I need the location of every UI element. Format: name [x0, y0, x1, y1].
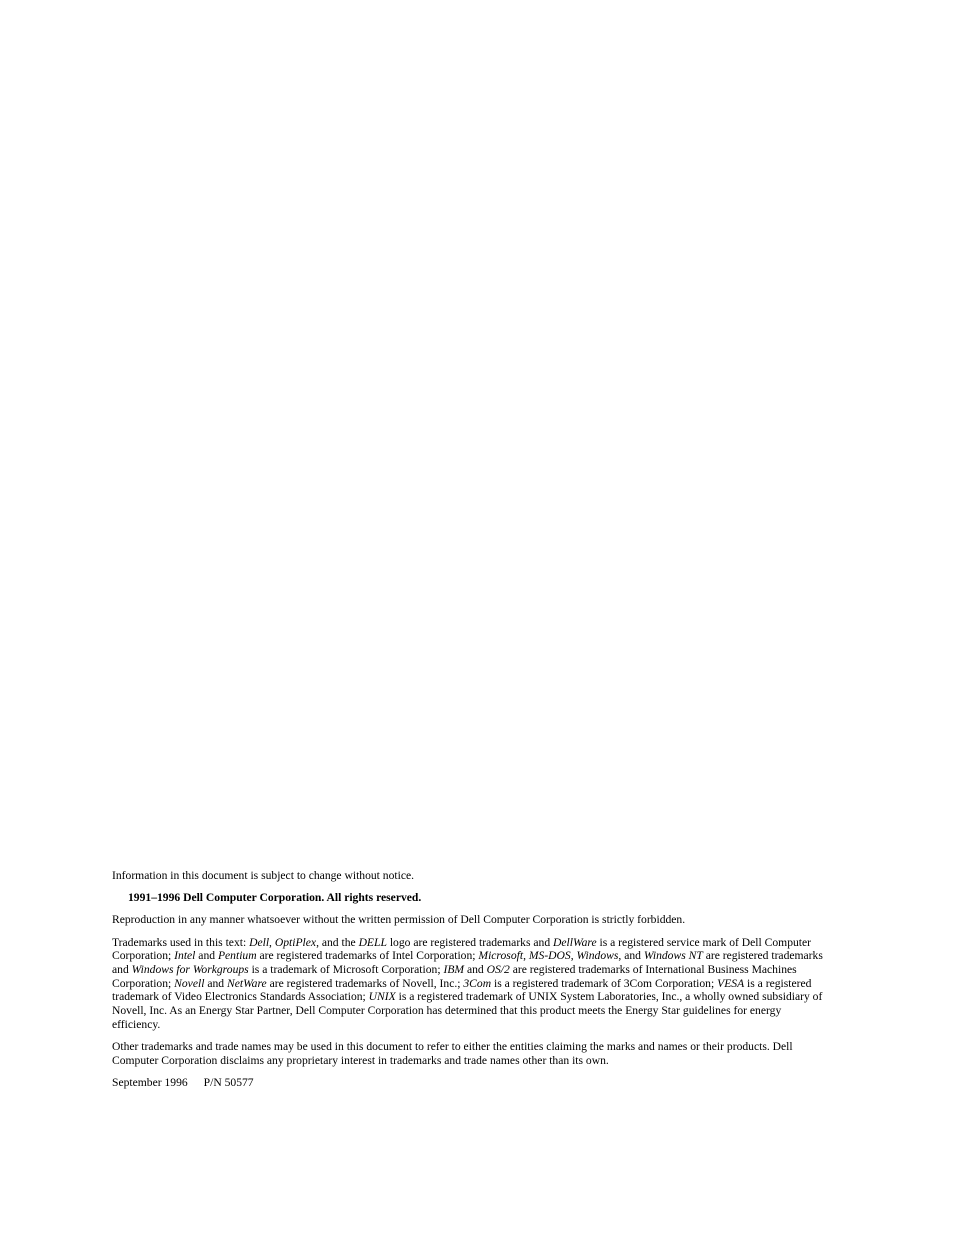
trademark-name: IBM: [443, 963, 465, 977]
trademark-text: and: [204, 976, 227, 990]
part-number: P/N 50577: [203, 1075, 254, 1089]
trademark-name: Dell: [249, 935, 270, 949]
trademark-text: logo are registered trademarks and: [386, 935, 554, 949]
trademark-name: Microsoft: [478, 949, 524, 963]
trademark-name: Intel: [174, 949, 196, 963]
trademark-text: are registered trademarks and: [112, 949, 823, 977]
trademark-name: 3Com: [463, 976, 492, 990]
trademark-text: ,: [269, 935, 275, 949]
trademark-name: Windows NT: [643, 949, 703, 963]
trademark-text: is a registered trademark of Video Electronics Standards Association;: [112, 976, 812, 1004]
trademark-name: DellWare: [553, 935, 597, 949]
trademark-text: , and: [618, 949, 644, 963]
trademark-name: Pentium: [217, 949, 257, 963]
trademark-name: OS/2: [486, 963, 510, 977]
legal-notice-block: [112, 869, 828, 1098]
trademark-text: ,: [570, 949, 577, 963]
change-notice: Information in this document is subject to change without notice.: [112, 869, 415, 882]
trademark-text: are registered trademarks of Intel Corporation;: [256, 949, 479, 963]
trademark-text: , and the: [316, 935, 359, 949]
trademark-name: Novell: [174, 976, 205, 990]
trademark-text: are registered trademarks of Novell, Inc.;: [266, 976, 464, 990]
trademark-name: VESA: [717, 976, 745, 990]
trademark-text: are registered trademarks of International Business Machines Corporation;: [112, 963, 797, 990]
trademark-name: Windows: [576, 949, 619, 963]
publication-footer: [112, 1076, 828, 1090]
trademark-text: ,: [523, 949, 529, 963]
trademark-text: is a trademark of Microsoft Corporation;: [248, 963, 444, 977]
trademark-text: is a registered service mark of Dell Computer Corporation;: [112, 935, 812, 963]
trademark-text: is a registered trademark of 3Com Corporation;: [491, 976, 718, 990]
copyright-line: 1991–1996 Dell Computer Corporation. All rights reserved.: [128, 891, 422, 905]
publication-date: September 1996: [112, 1075, 188, 1089]
trademark-name: MS-DOS: [528, 949, 571, 963]
trademark-name: OptiPlex: [274, 935, 317, 949]
trademark-name: UNIX: [368, 990, 396, 1004]
trademark-paragraph: [112, 936, 828, 1032]
other-trademarks-notice: Other trademarks and trade names may be used in this document to refer to either the entities claiming the marks and names or their products. Dell Computer Corporation disclaims any proprietary interest in trademarks and trade names other than its own.: [112, 1040, 793, 1067]
trademark-name: NetWare: [226, 976, 267, 990]
trademark-text: is a registered trademark of UNIX System Laboratories, Inc., a wholly owned subsidiary of Novell, Inc. As an Energy Star Partner, Dell Computer Corporation has determined that this product meets the Energy Star guidelines for energy efficiency.: [112, 990, 823, 1031]
reproduction-notice: Reproduction in any manner whatsoever without the written permission of Dell Computer Corporation is strictly forbidden.: [112, 913, 686, 927]
trademark-name: Windows for Workgroups: [131, 963, 249, 977]
trademark-text: Trademarks used in this text:: [112, 935, 250, 949]
trademark-text: and: [464, 963, 487, 977]
trademark-text: and: [195, 949, 218, 963]
trademark-name: DELL: [358, 935, 387, 949]
